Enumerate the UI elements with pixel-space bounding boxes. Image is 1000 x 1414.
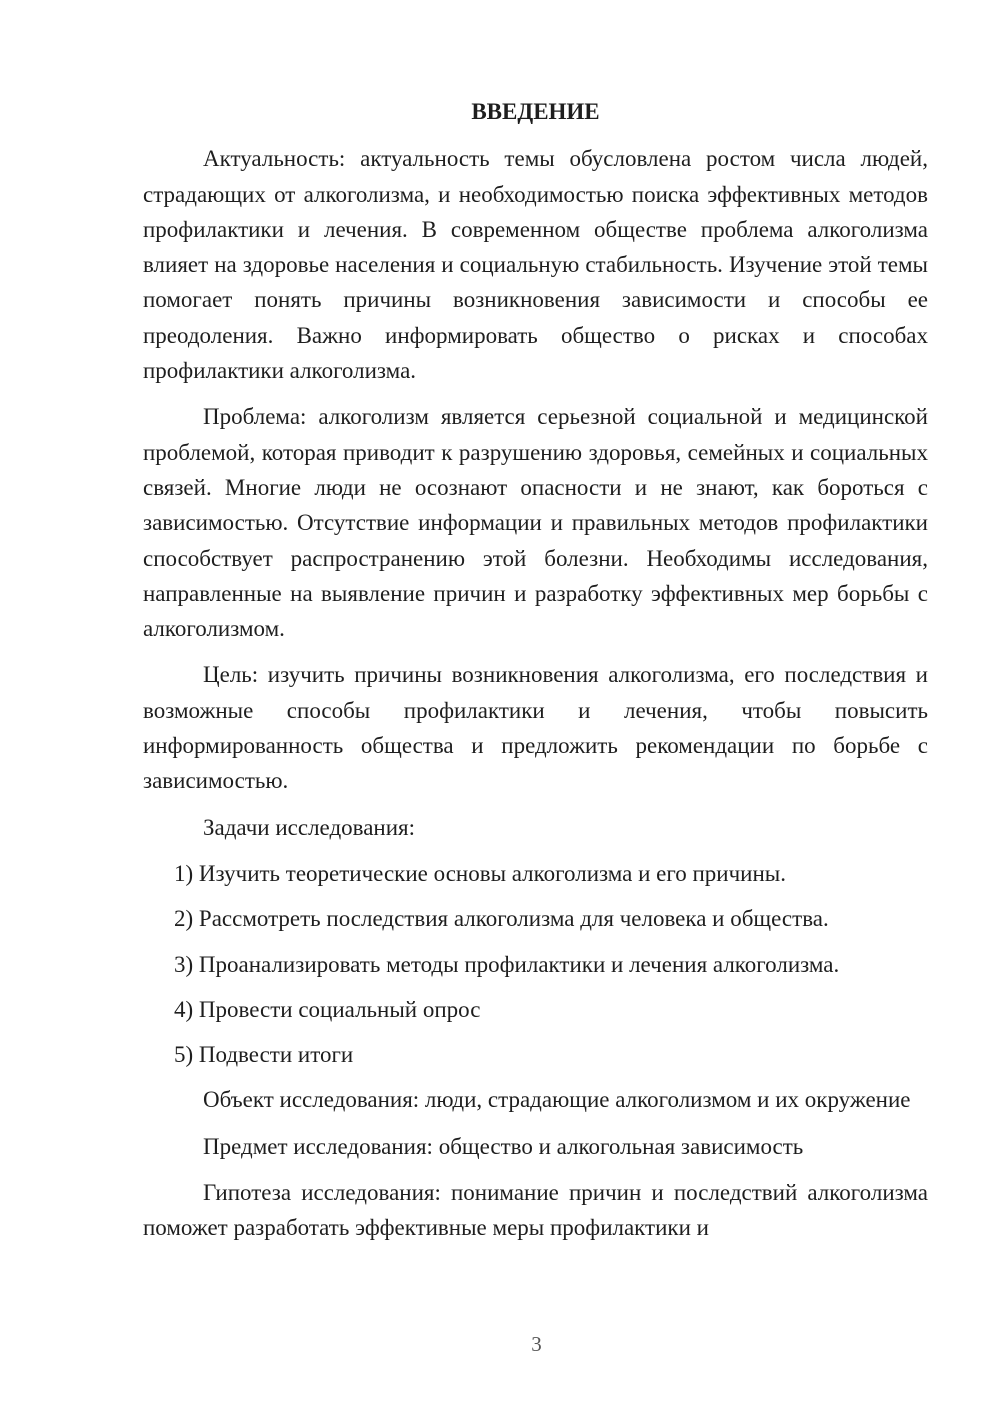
tasks-title: Задачи исследования: — [203, 814, 416, 840]
object-paragraph: Объект исследования: люди, страдающие алкоголизмом и их окружение — [203, 1087, 911, 1113]
subject-paragraph: Предмет исследования: общество и алкогольная зависимость — [203, 1133, 804, 1159]
page-number: 3 — [531, 1332, 542, 1356]
task-item: 5) Подвести итоги — [174, 1042, 354, 1068]
task-item: 1) Изучить теоретические основы алкоголизма и его причины. — [174, 860, 787, 886]
task-item: 3) Проанализировать методы профилактики и лечения алкоголизма. — [174, 951, 840, 977]
problem-paragraph: Проблема: алкоголизм является серьезной социальной и медицинской проблемой, которая приводит к разрушению здоровья, семейных и социальных связей. Многие люди не осознают опасности и не знают, как бороться с зависимостью. Отсутствие информации и правильных методов профилактики способствует распространению этой болезни. Необходимы исследования, направленные на выявление причин и разработку эффективных мер борьбы с алкоголизмом. — [143, 404, 928, 642]
section-heading: ВВЕДЕНИЕ — [471, 99, 600, 124]
hypothesis-paragraph: Гипотеза исследования: понимание причин и последствий алкоголизма поможет разработать эффективные меры профилактики и — [143, 1180, 928, 1241]
page-content — [143, 94, 928, 1257]
tasks-list — [143, 856, 928, 1072]
goal-paragraph: Цель: изучить причины возникновения алкоголизма, его последствия и возможные способы профилактики и лечения, чтобы повысить информированность общества и предложить рекомендации по борьбе с зависимостью. — [143, 662, 928, 794]
task-item: 2) Рассмотреть последствия алкоголизма для человека и общества. — [174, 906, 829, 932]
relevance-paragraph: Актуальность: актуальность темы обусловлена ростом числа людей, страдающих от алкоголизма, и необходимостью поиска эффективных методов профилактики и лечения. В современном обществе проблема алкоголизма влияет на здоровье населения и социальную стабильность. Изучение этой темы помогает понять причины возникновения зависимости и способы ее преодоления. Важно информировать общество о рисках и способах профилактики алкоголизма. — [143, 146, 928, 384]
task-item: 4) Провести социальный опрос — [174, 996, 481, 1022]
